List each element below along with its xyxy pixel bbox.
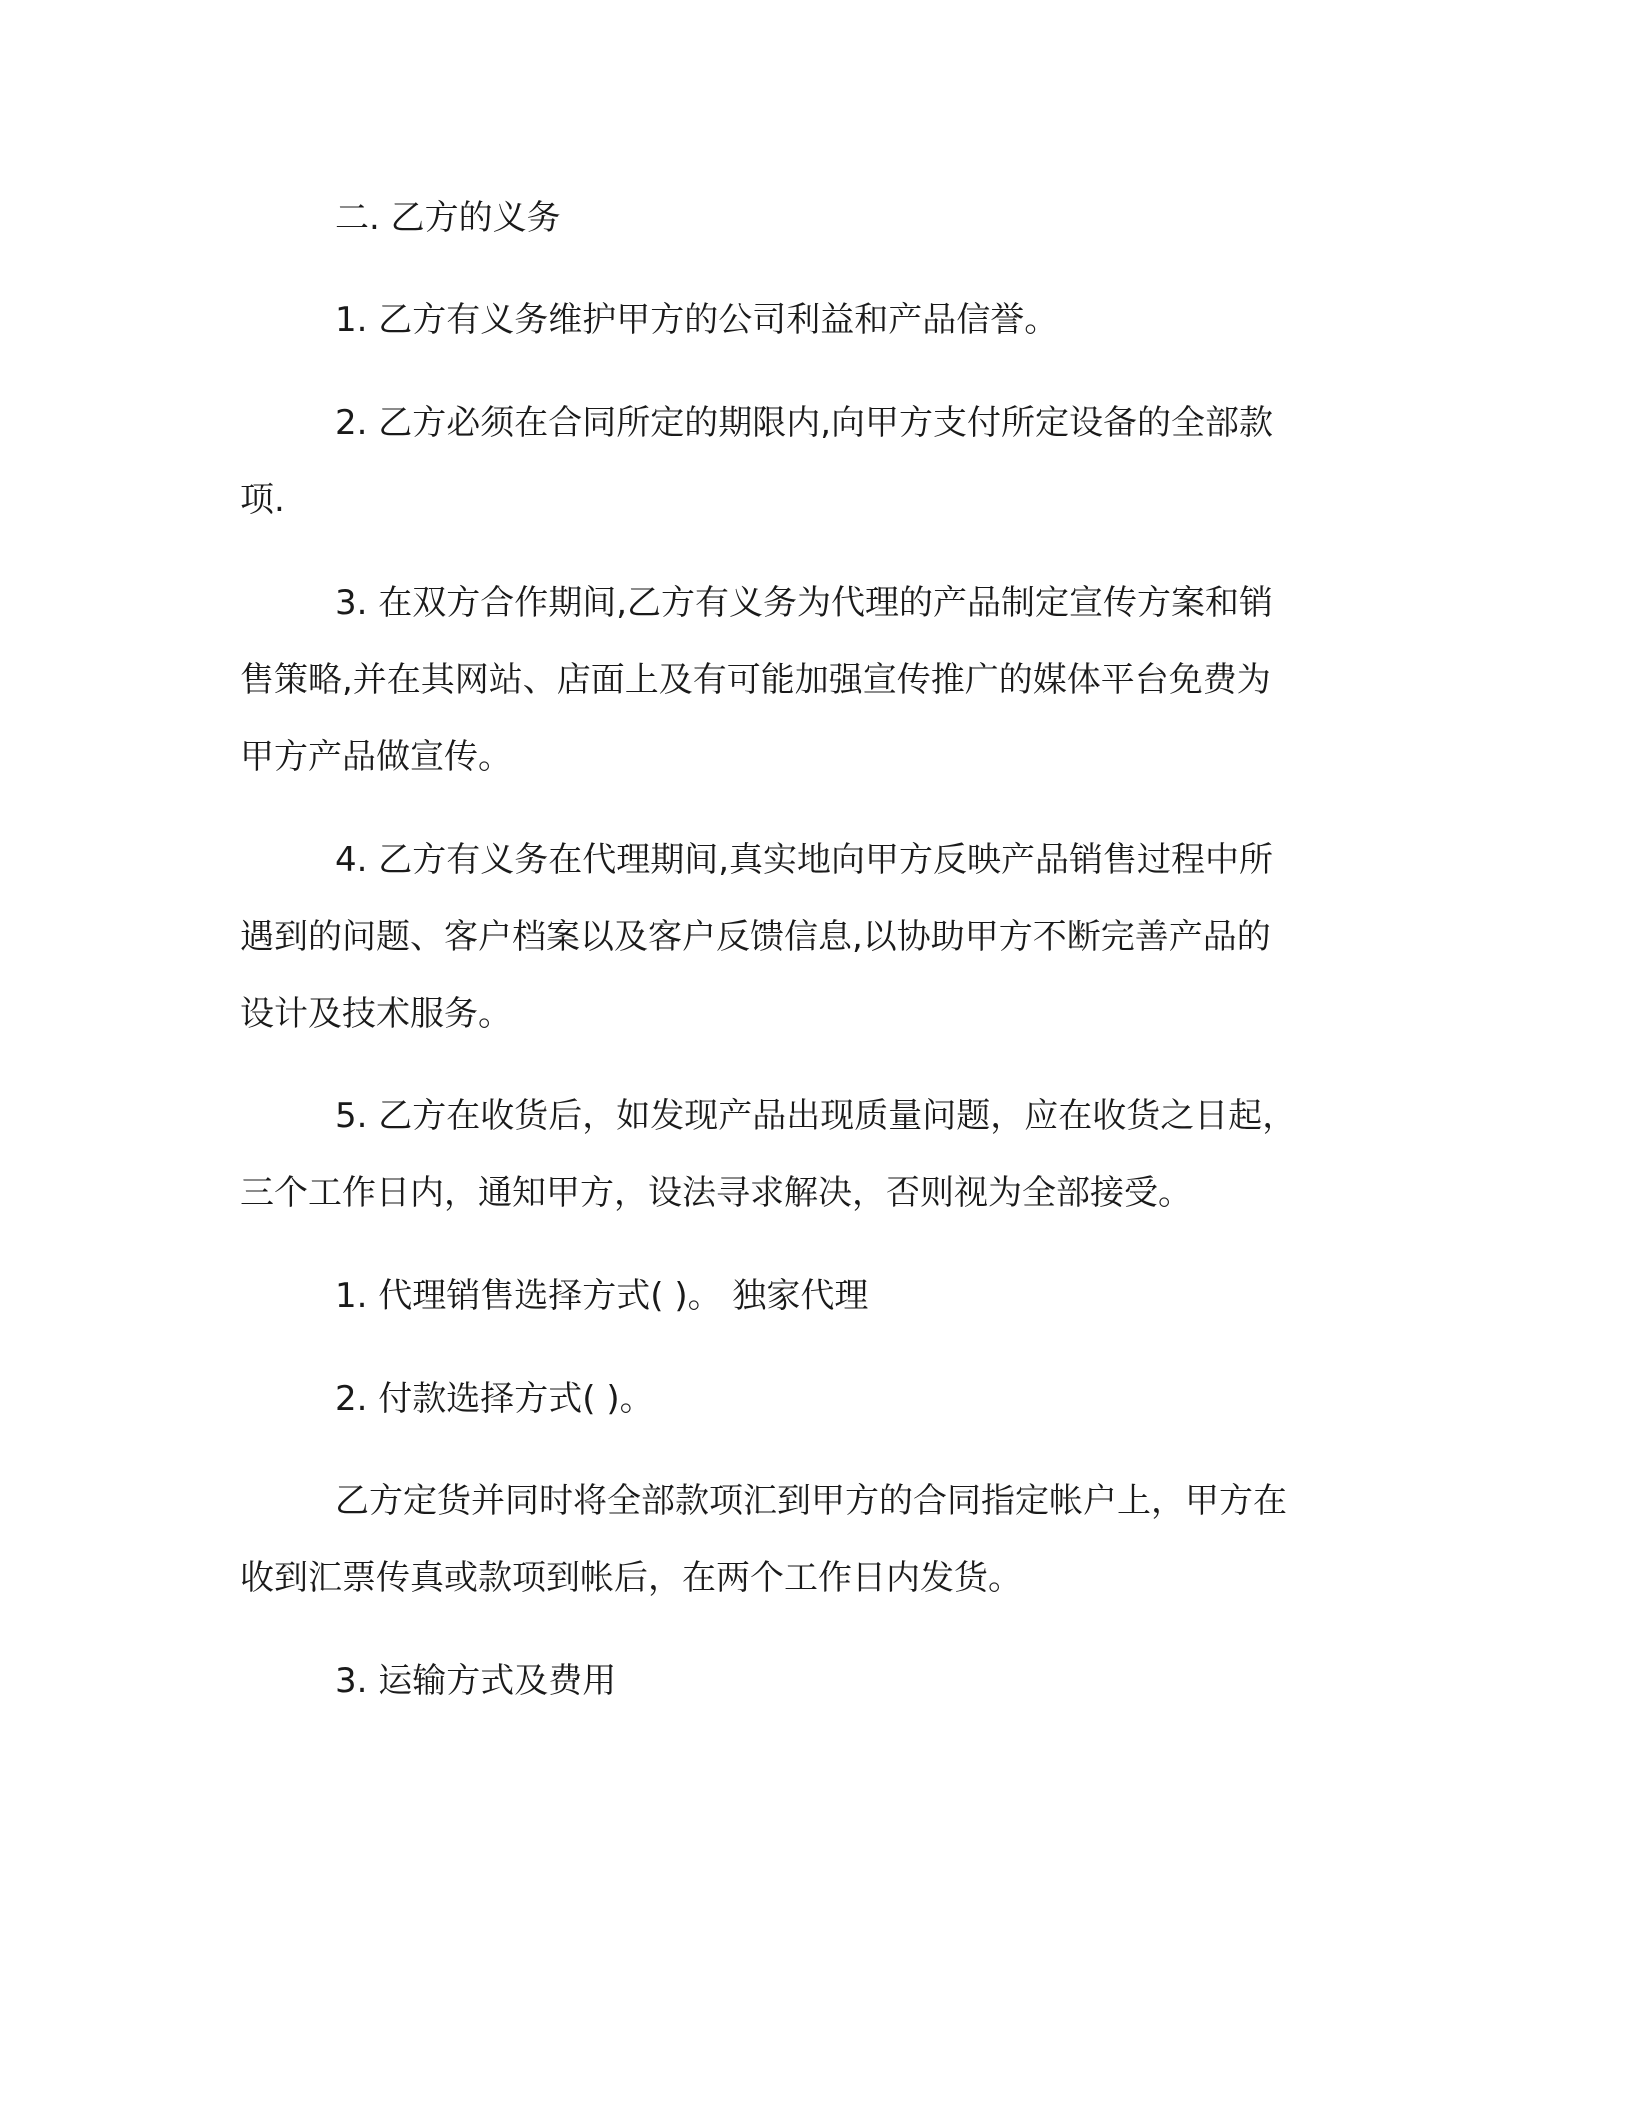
paragraph-line: 三个工作日内，通知甲方，设法寻求解决，否则视为全部接受。 [240, 1173, 1192, 1213]
paragraph-line: 5. 乙方在收货后，如发现产品出现质量问题，应在收货之日起， [335, 1096, 1297, 1136]
paragraph-8 [240, 1463, 1390, 1617]
paragraph-line: 设计及技术服务。 [240, 994, 512, 1034]
paragraph-line: 乙方定货并同时将全部款项汇到甲方的合同指定帐户上，甲方在 [335, 1481, 1287, 1521]
paragraph-line: 售策略,并在其网站、店面上及有可能加强宣传推广的媒体平台免费为 [240, 660, 1271, 700]
paragraph-line: 2. 付款选择方式( )。 [335, 1379, 654, 1419]
paragraph-4 [240, 822, 1390, 1053]
paragraph-1 [240, 282, 1390, 359]
paragraph-line: 1. 代理销售选择方式( )。 独家代理 [335, 1276, 869, 1316]
paragraph-7 [240, 1361, 1390, 1438]
section-heading [240, 180, 1390, 257]
paragraph-line: 项. [240, 480, 285, 520]
paragraph-line: 3. 运输方式及费用 [335, 1661, 617, 1701]
paragraph-line: 3. 在双方合作期间,乙方有义务为代理的产品制定宣传方案和销 [335, 583, 1274, 623]
paragraph-6 [240, 1258, 1390, 1335]
paragraph-line: 4. 乙方有义务在代理期间,真实地向甲方反映产品销售过程中所 [335, 840, 1274, 880]
paragraph-line: 收到汇票传真或款项到帐后，在两个工作日内发货。 [240, 1558, 1022, 1598]
paragraph-5 [240, 1078, 1390, 1232]
paragraph-9 [240, 1643, 1390, 1720]
paragraph-line: 1. 乙方有义务维护甲方的公司利益和产品信誉。 [335, 300, 1059, 340]
paragraph-line: 遇到的问题、客户档案以及客户反馈信息,以协助甲方不断完善产品的 [240, 917, 1271, 957]
paragraph-line: 2. 乙方必须在合同所定的期限内,向甲方支付所定设备的全部款 [335, 403, 1274, 443]
paragraph-2 [240, 385, 1390, 539]
heading-text: 二. 乙方的义务 [335, 198, 561, 238]
paragraph-3 [240, 565, 1390, 796]
paragraph-line: 甲方产品做宣传。 [240, 737, 512, 777]
